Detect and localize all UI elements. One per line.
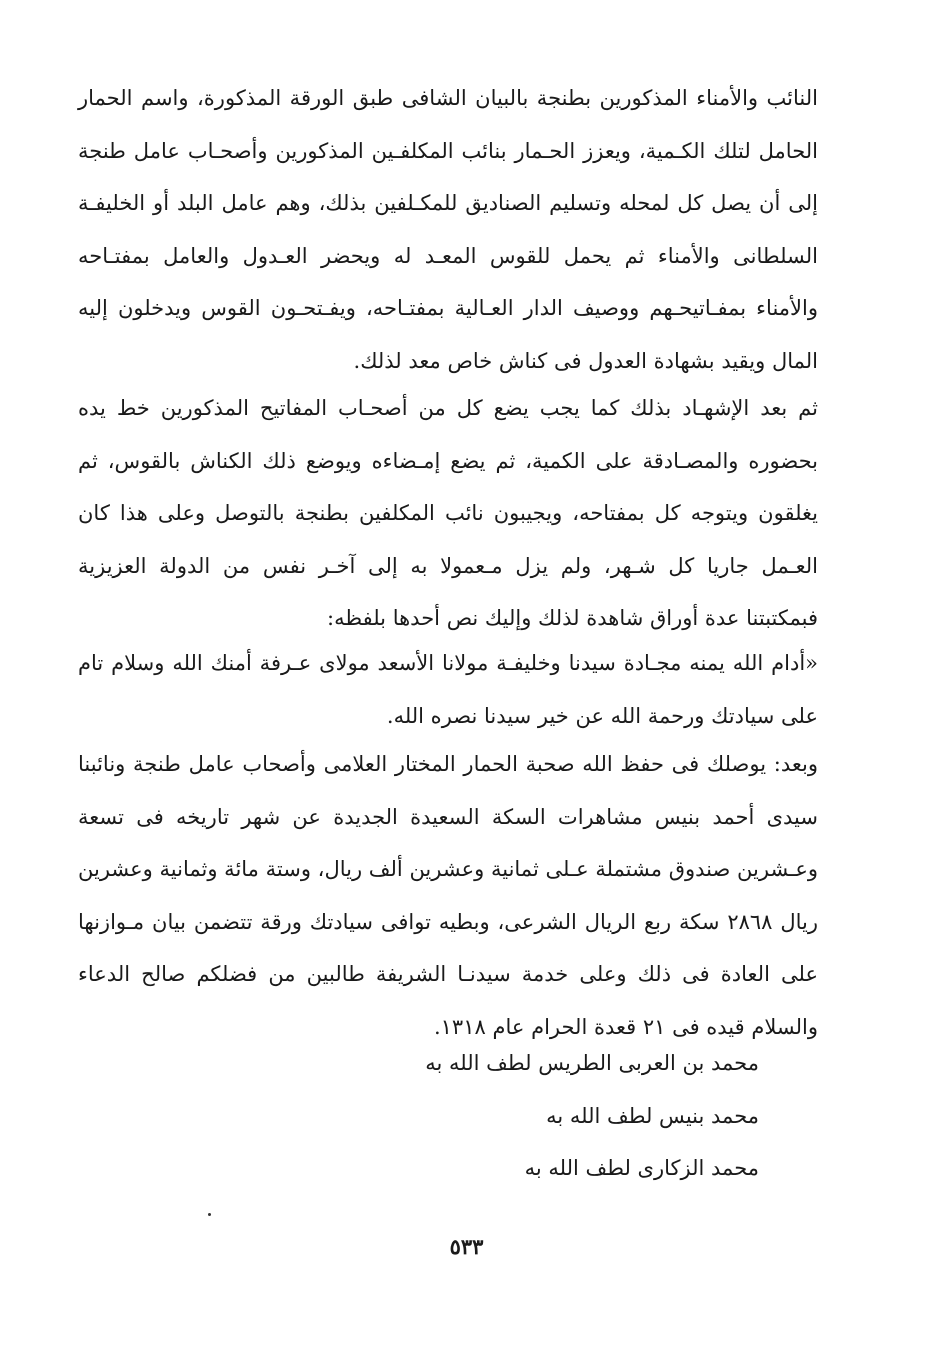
signature-3: محمد الزكارى لطف الله به (524, 1156, 759, 1180)
stray-mark (208, 1213, 211, 1216)
signature-block (339, 1037, 759, 1195)
signature-2: محمد بنيس لطف الله به (546, 1103, 759, 1128)
paragraph-2: ثم بعد الإشهـاد بذلك كما يجب يضع كل من أصحـاب المفاتيح المذكورين خط يده بحضوره والمصـادقة على الكمية، ثم يضع إمـضاءه ويوضع ذلك الكناش بالقوس، ثم يغلقون ويتوجه كل بمفتاحه، ويجيبون نائب المكلفين بطنجة بالتوصل وعلى هذا كان العـمل جاريا كل شـهر، ولم يزل مـعمولا به إلى آخـر نفس من الدولة العزيزية فبمكتبتنا عدة أوراق شاهدة لذلك وإليك نص أحدها بلفظه: (78, 396, 818, 630)
paragraph-3-letter-opening: «أدام الله يمنه مجـادة سيدنا وخليفـة مولانا الأسعد مولاى عـرفة أمنك الله وسلام تام على سيادتك ورحمة الله عن خير سيدنا نصره الله. (78, 651, 818, 728)
signature-1: محمد بن العربى الطريس لطف الله به (425, 1051, 759, 1075)
paragraph-1: النائب والأمناء المذكورين بطنجة بالبيان الشافى طبق الورقة المذكورة، واسم الحمار الحامل لتلك الكـمية، ويعزز الحـمار بنائب المكلفـين المذكورين وأصحـاب عامل طنجة إلى أن يصل كل لمحله وتسليم الصناديق للمكـلفين بذلك، وهم عامل البلد أو الخليفـة السلطانى والأمناء ثم يحمل للقوس المعـد له ويحضر العـدول والعامل بمفتـاحه والأمناء بمفـاتيحـهم ووصيف الدار العـالية بمفتـاحه، ويفـتحـون القوس ويدخلون إليه المال ويقيد بشهادة العدول فى كناش خاص معد لذلك. (78, 86, 818, 373)
page-number: ٥٣٣ (449, 1234, 484, 1259)
paragraph-4-letter-body: وبعد: يوصلك فى حفظ الله صحبة الحمار المختار العلامى وأصحاب عامل طنجة ونائبنا سيدى أحمد بنيس مشاهرات السكة السعيدة الجديدة عن شهر تاريخه فى تسعة وعـشرين صندوق مشتملة عـلى ثمانية وعشرين ألف ريال، وستة مائة وثمانية وعشرين ريال ٢٨٦٨ سكة ربع الريال الشرعى، وبطيه توافى سيادتك ورقة تتضمن بيان مـوازنها على العادة فى ذلك وعلى خدمة سيدنـا الشريفة طالبين من فضلكم صالح الدعاء والسلام قيده فى ٢١ قعدة الحرام عام ١٣١٨. (78, 752, 818, 1039)
